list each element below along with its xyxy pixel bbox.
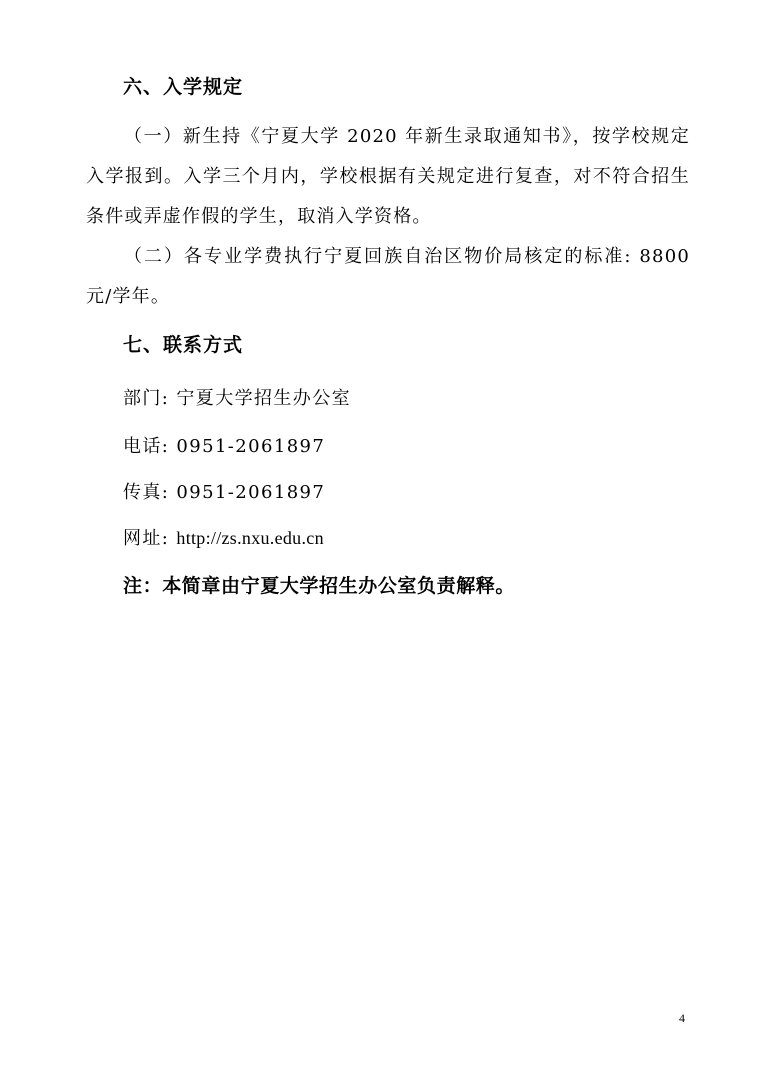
- contact-value-website: http://zs.nxu.edu.cn: [176, 528, 324, 548]
- contact-row-department: [123, 384, 351, 410]
- contact-value-fax: 0951-2061897: [176, 482, 326, 503]
- contact-label-department: 部门:: [123, 388, 170, 409]
- contact-row-phone: [123, 432, 325, 458]
- page-number: 4: [679, 1011, 685, 1025]
- contact-label-fax: 传真:: [123, 482, 170, 503]
- contact-value-department: 宁夏大学招生办公室: [176, 388, 351, 409]
- paragraph-admission-enrollment: （一）新生持《宁夏大学 2020 年新生录取通知书》，按学校规定入学报到。入学三个月内，学校根据有关规定进行复查，对不符合招生条件或弄虚作假的学生，取消入学资格。: [86, 126, 690, 227]
- contact-row-website: [123, 524, 324, 550]
- contact-value-phone: 0951-2061897: [176, 436, 326, 457]
- section-heading-contact-info: 七、联系方式: [123, 334, 244, 356]
- section-heading-admission-rules: 六、入学规定: [123, 76, 244, 98]
- contact-row-fax: [123, 478, 325, 504]
- contact-label-website: 网址:: [123, 528, 170, 549]
- contact-label-phone: 电话:: [123, 436, 170, 457]
- paragraph-tuition-fee: （二）各专业学费执行宁夏回族自治区物价局核定的标准: 8800元/学年。: [86, 246, 690, 307]
- footnote-interpretation: 注：本简章由宁夏大学招生办公室负责解释。: [123, 575, 516, 597]
